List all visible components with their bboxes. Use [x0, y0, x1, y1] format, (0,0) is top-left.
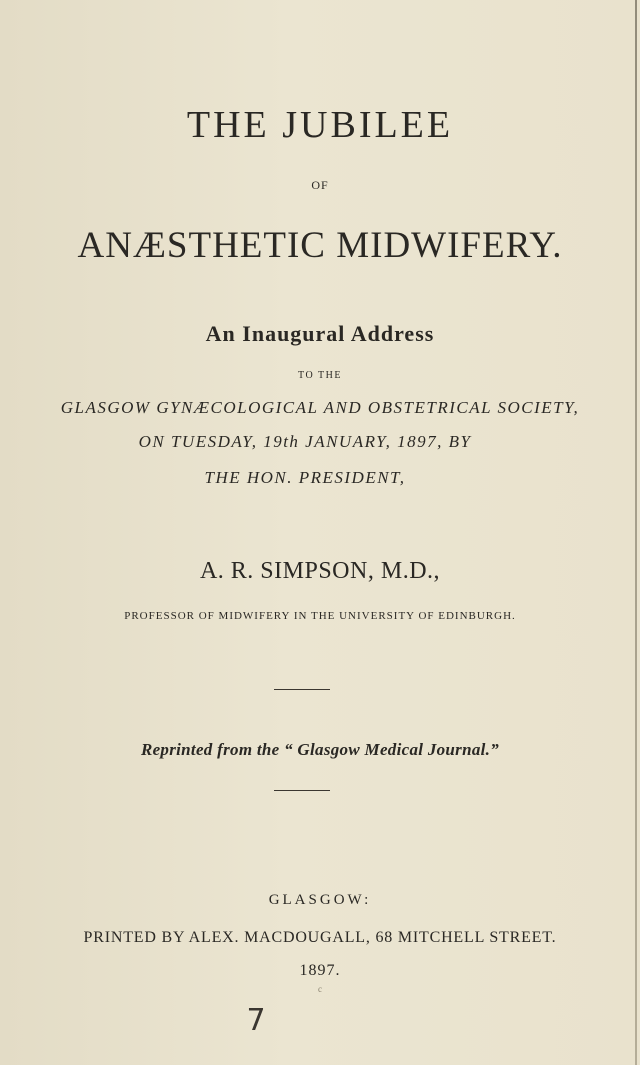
to-the: TO THE: [298, 370, 342, 381]
title-line-2: ANÆSTHETIC MIDWIFERY.: [77, 225, 563, 266]
divider-rule-top: [274, 689, 330, 690]
society-line-1: GLASGOW GYNÆCOLOGICAL AND OBSTETRICAL SOCIETY,: [60, 398, 580, 417]
imprint-printer: PRINTED BY ALEX. MACDOUGALL, 68 MITCHELL STREET.: [83, 929, 557, 946]
imprint-place: GLASGOW:: [268, 892, 372, 908]
signature-mark: c: [318, 984, 322, 994]
handwritten-mark: 7: [246, 1003, 266, 1038]
divider-rule-bottom: [274, 790, 330, 791]
title-line-1: THE JUBILEE: [186, 104, 454, 146]
society-line-3: THE HON. PRESIDENT,: [204, 468, 406, 487]
author-name: A. R. SIMPSON, M.D.,: [199, 558, 441, 584]
society-line-2: ON TUESDAY, 19th JANUARY, 1897, BY: [138, 432, 472, 451]
reprint-note: Reprinted from the “ Glasgow Medical Journal.”: [140, 740, 500, 759]
author-title: PROFESSOR OF MIDWIFERY IN THE UNIVERSITY OF EDINBURGH.: [124, 610, 516, 622]
subtitle-address: An Inaugural Address: [205, 321, 435, 346]
title-of: OF: [311, 178, 329, 192]
imprint-year: 1897.: [299, 962, 341, 979]
